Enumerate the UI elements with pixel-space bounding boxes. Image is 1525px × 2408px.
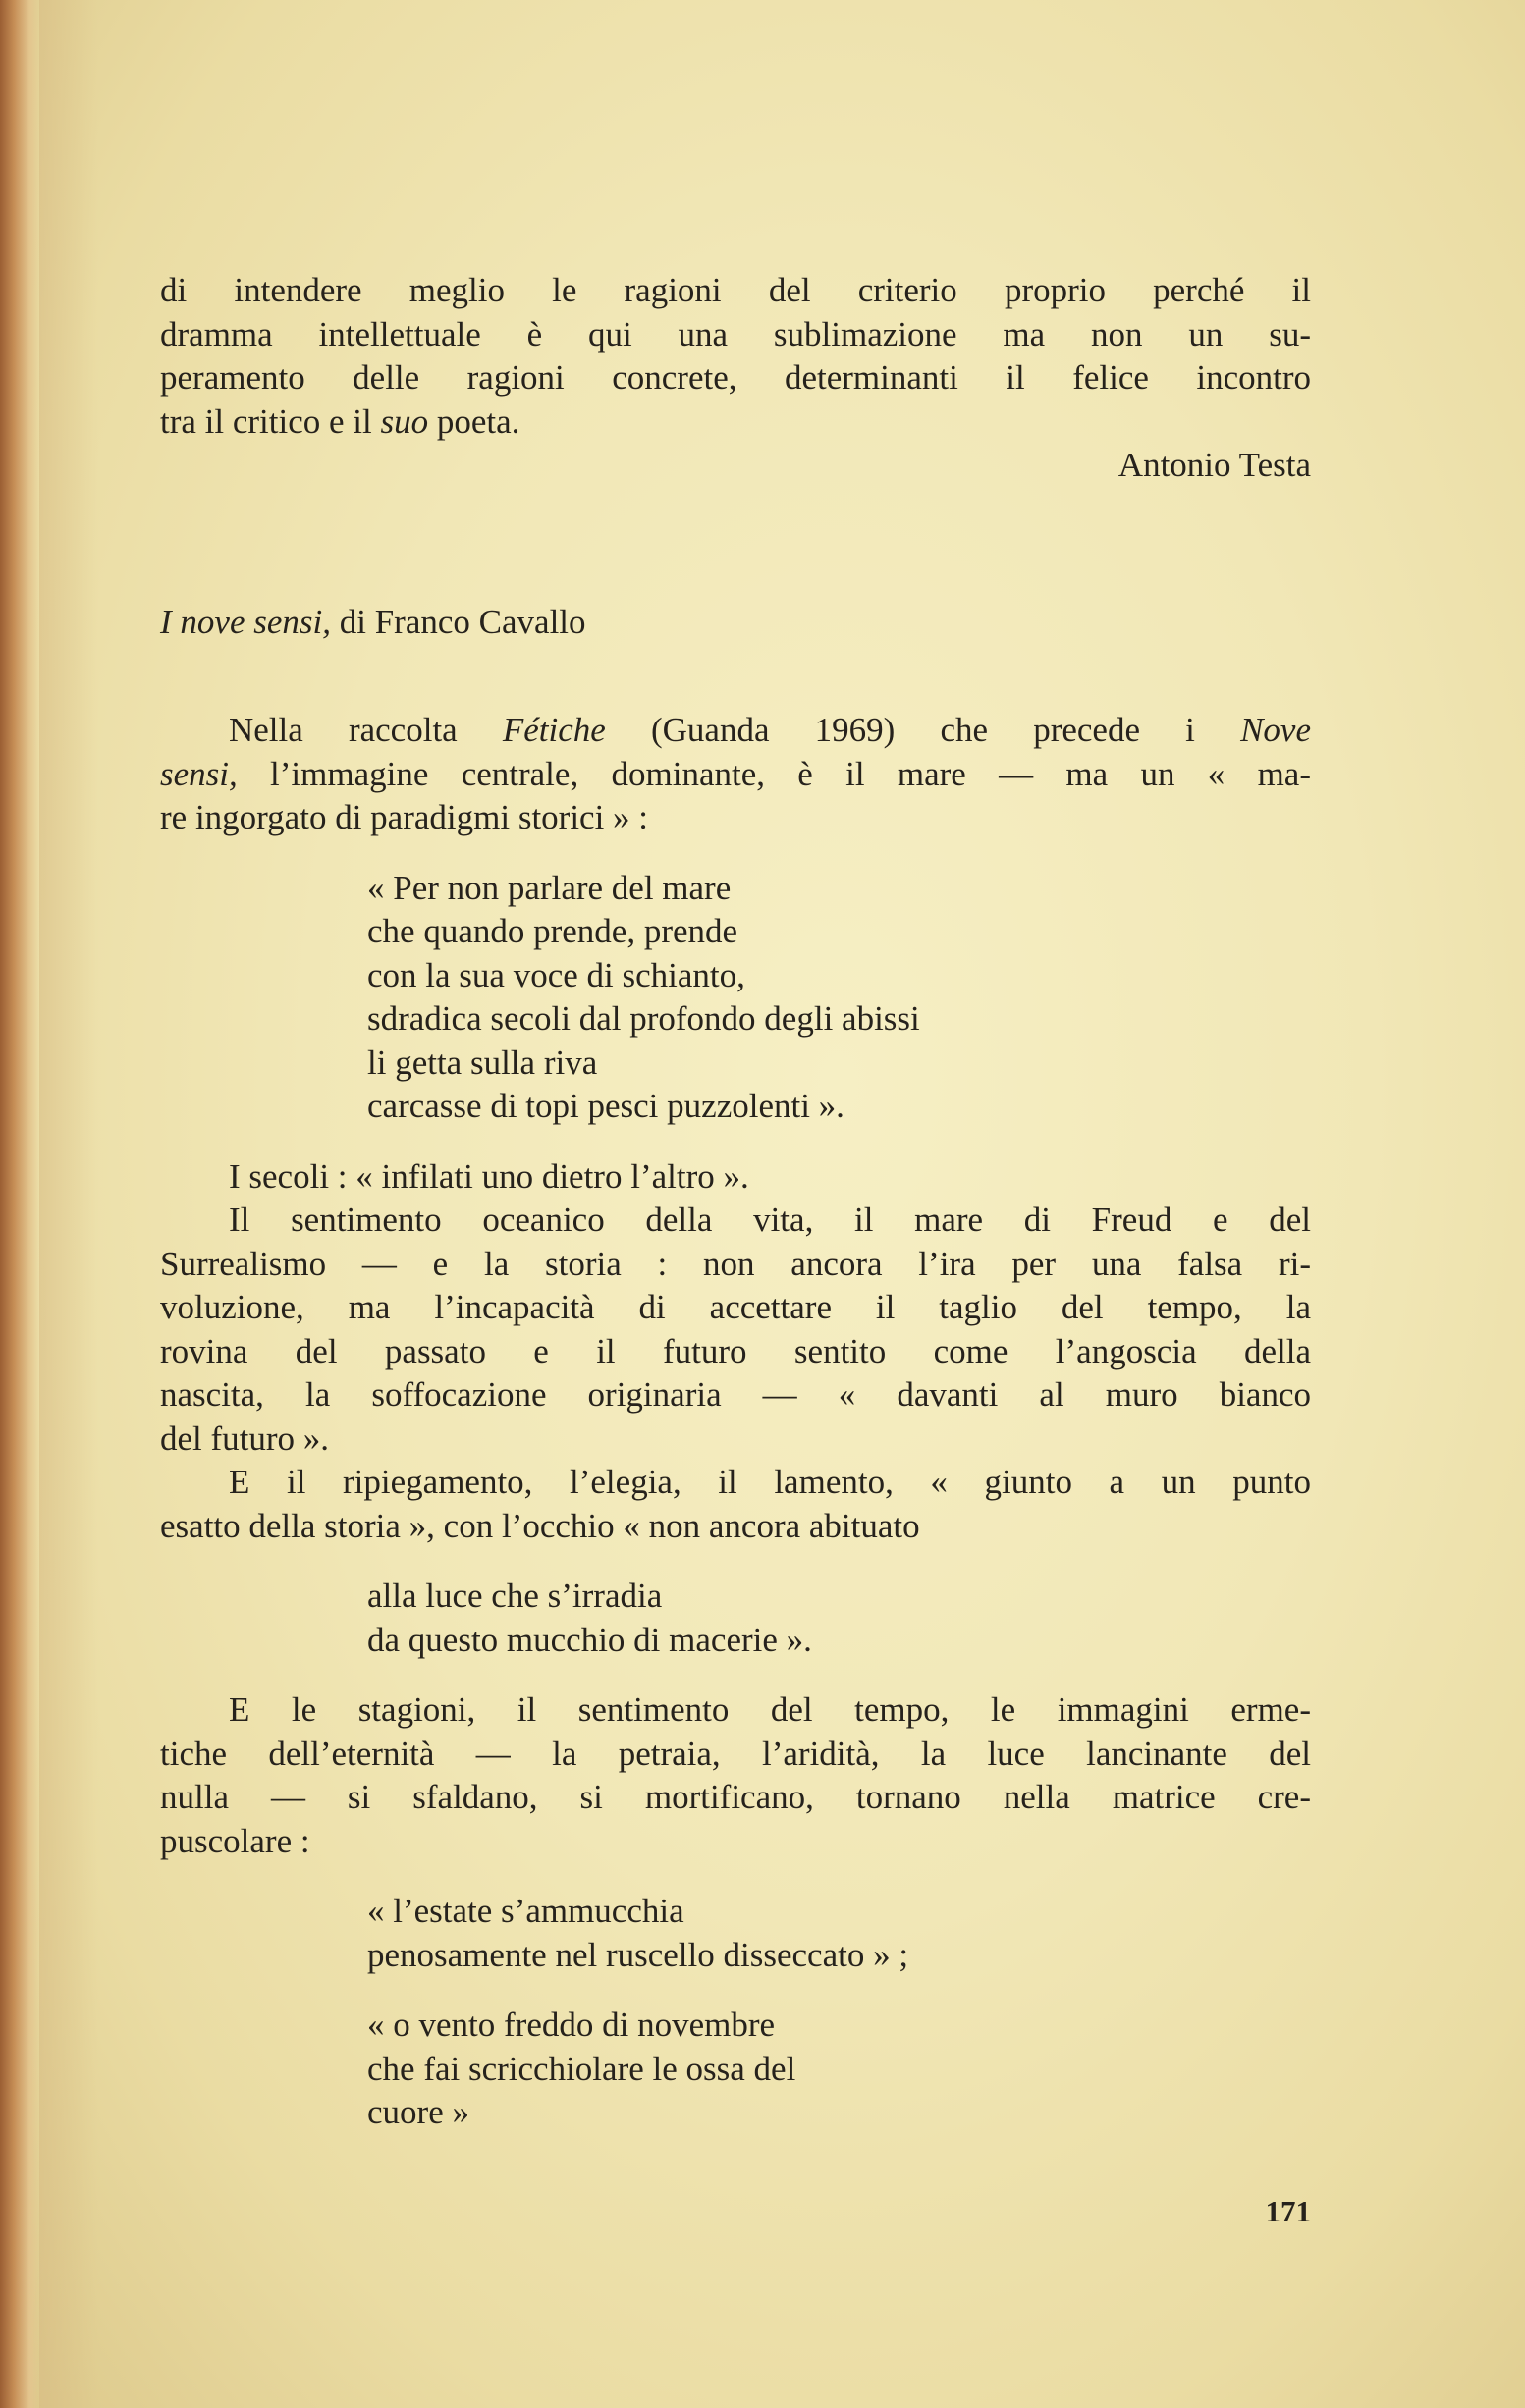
text-line: voluzione, ma l’incapacità di accettare il taglio del tempo, la xyxy=(160,1288,1311,1326)
verse-line: che fai scricchiolare le ossa del xyxy=(367,2049,796,2088)
verse-line: « o vento freddo di novembre xyxy=(367,2006,776,2044)
text-line: rovina del passato e il futuro sentito come l’angoscia della xyxy=(160,1331,1311,1370)
text-run: (Guanda 1969) che precede i xyxy=(605,711,1241,749)
verse-line: li getta sulla riva xyxy=(367,1043,598,1082)
text-line: E il ripiegamento, l’elegia, il lamento, « giunto a un punto xyxy=(229,1463,1311,1501)
verse-line: da questo mucchio di macerie ». xyxy=(367,1620,812,1659)
text-line: nulla — si sfaldano, si mortificano, tornano nella matrice cre- xyxy=(160,1778,1311,1816)
verse-line: che quando prende, prende xyxy=(367,912,738,950)
verse-line: carcasse di topi pesci puzzolenti ». xyxy=(367,1087,844,1125)
page-shade xyxy=(39,0,98,2408)
italic-run: Nove xyxy=(1240,711,1311,749)
verse-line: penosamente nel ruscello disseccato » ; xyxy=(367,1935,909,1974)
page-number: 171 xyxy=(1265,2194,1311,2228)
text-block xyxy=(160,269,1311,2135)
verse-line: « Per non parlare del mare xyxy=(367,868,732,907)
text-run: di Franco Cavallo xyxy=(330,602,586,641)
text-line: puscolare : xyxy=(160,1821,310,1860)
text-run: poeta. xyxy=(428,401,520,441)
text-line: peramento delle ragioni concrete, determinanti il felice incontro xyxy=(160,358,1311,397)
verse-quote-4 xyxy=(160,2004,1311,2135)
verse-quote-3 xyxy=(160,1890,1311,1977)
verse-line: cuore » xyxy=(367,2093,469,2131)
verse-quote-2 xyxy=(160,1575,1311,1662)
verse-line: « l’estate s’ammucchia xyxy=(367,1892,684,1930)
signature: Antonio Testa xyxy=(1117,446,1311,484)
text-line: esatto della storia », con l’occhio « non ancora abituato xyxy=(160,1506,920,1545)
paragraph-5 xyxy=(160,1688,1311,1863)
text-line: I secoli : « infilati uno dietro l’altro ». xyxy=(229,1156,749,1196)
paragraph-1 xyxy=(160,709,1311,840)
text-line: Il sentimento oceanico della vita, il mare di Freud e del xyxy=(229,1201,1311,1239)
italic-run: Fétiche xyxy=(502,711,606,749)
text-line xyxy=(160,401,1311,445)
text-line: del futuro ». xyxy=(160,1418,330,1458)
page-edge xyxy=(0,0,39,2408)
italic-run: suo xyxy=(380,401,429,441)
italic-run: I nove sensi, xyxy=(160,602,331,641)
verse-line: con la sua voce di schianto, xyxy=(367,955,745,994)
text-run: Nella raccolta xyxy=(229,711,503,749)
text-line: Surrealismo — e la storia : non ancora l’ira per una falsa ri- xyxy=(160,1244,1311,1283)
text-line: re ingorgato di paradigmi storici » : xyxy=(160,798,649,836)
text-run: l’immagine centrale, dominante, è il mare — ma un « ma- xyxy=(237,754,1311,793)
italic-run: sensi, xyxy=(160,754,238,793)
review-title xyxy=(160,601,1311,645)
text-line: dramma intellettuale è qui una sublimazione ma non un su- xyxy=(160,314,1311,353)
paragraph-2 xyxy=(160,1155,1311,1200)
text-line: di intendere meglio le ragioni del criterio proprio perché il xyxy=(160,271,1311,309)
text-line: tiche dell’eternità — la petraia, l’aridità, la luce lancinante del xyxy=(160,1734,1311,1773)
intro-paragraph xyxy=(160,269,1311,444)
text-line xyxy=(160,753,1311,797)
paragraph-4 xyxy=(160,1461,1311,1548)
text-line xyxy=(160,709,1311,753)
verse-line: alla luce che s’irradia xyxy=(367,1577,663,1615)
text-run: tra il critico e il xyxy=(160,401,381,441)
verse-line: sdradica secoli dal profondo degli abissi xyxy=(367,999,920,1038)
text-line: nascita, la soffocazione originaria — « davanti al muro bianco xyxy=(160,1375,1311,1414)
paragraph-3 xyxy=(160,1199,1311,1461)
verse-quote-1 xyxy=(160,867,1311,1129)
text-line: E le stagioni, il sentimento del tempo, le immagini erme- xyxy=(229,1690,1311,1729)
